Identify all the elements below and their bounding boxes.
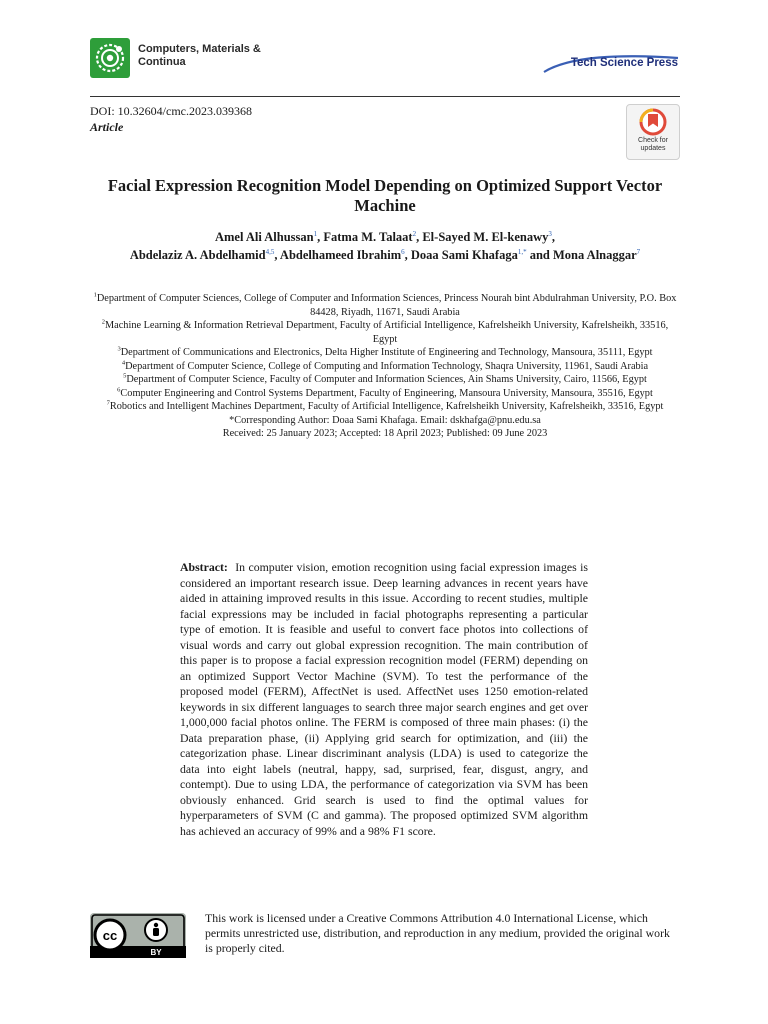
- license-statement: This work is licensed under a Creative Commons Attribution 4.0 International License, which permits unrestricted use, distribution, and reproduction in any medium, provided the original work is properly cited.: [205, 911, 670, 955]
- affiliations: [92, 292, 678, 441]
- affiliation-text: Department of Computer Sciences, College of Computer and Information Sciences, Princess Nourah bint Abdulrahman University, P.O. Box 84428, Riyadh, 11671, Saudi Arabia: [96, 293, 677, 318]
- author-name: El-Sayed M. El-kenawy: [422, 230, 549, 244]
- author-affiliation-mark[interactable]: 2: [412, 229, 417, 238]
- svg-text:cc: cc: [102, 928, 118, 943]
- cc-icon: [95, 920, 125, 950]
- affiliation-item: [92, 387, 678, 401]
- affiliation-number: 6: [117, 386, 121, 394]
- affiliation-text: Computer Engineering and Control Systems Department, Faculty of Engineering, Mansoura University, Mansoura, 35516, Egypt: [120, 387, 653, 399]
- author-affiliation-mark[interactable]: 4,5: [265, 247, 275, 256]
- journal-header: [90, 38, 680, 96]
- check-for-updates-label: Check for updates: [638, 137, 668, 152]
- affiliation-item: [92, 346, 678, 360]
- author-list: Amel Ali Alhussan$^1$, Fatma M. Talaat$^2$, El-Sayed M. El-kenawy$^3$, Abdelaziz A. Abdelhamid$^{4,5}$, Abdelhameed Ibrahim$^6$, Doaa Sami Khafaga$^{1,*}$ and Mona Alnaggar$^7$: [129, 229, 641, 262]
- affiliation-item: [92, 319, 678, 346]
- affiliation-text: Department of Communications and Electronics, Delta Higher Institute of Engineering and Technology, Mansoura, 35111, Egypt: [120, 347, 653, 358]
- cc-by-license-badge[interactable]: [90, 913, 186, 958]
- person-icon: [145, 919, 167, 941]
- author-separator: ,: [317, 230, 324, 244]
- author-name: Abdelhameed Ibrahim: [279, 248, 402, 262]
- author-affiliation-mark[interactable]: 1: [313, 229, 318, 238]
- publication-dates: Received: 25 January 2023; Accepted: 18 April 2023; Published: 09 June 2023: [222, 428, 548, 439]
- affiliation-text: Department of Computer Science, College of Computing and Information Technology, Shaqra University, 11961, Saudi Arabia: [125, 360, 649, 372]
- publisher-logo: [540, 52, 680, 76]
- affiliation-text: Robotics and Intelligent Machines Department, Faculty of Artificial Intelligence, Kafrelsheikh University, Kafrelsheikh, 33516, Egypt: [109, 401, 664, 412]
- header-divider: [90, 96, 680, 97]
- author-name: Amel Ali Alhussan: [214, 230, 314, 244]
- corresponding-author: *Corresponding Author: Doaa Sami Khafaga. Email: dskhafga@pnu.edu.sa: [229, 414, 541, 426]
- author-name: Mona Alnaggar: [552, 248, 637, 262]
- by-label: BY: [150, 948, 162, 957]
- author-affiliation-mark[interactable]: 7: [636, 247, 641, 256]
- abstract-text: In computer vision, emotion recognition using facial expression images is considered an important research issue. Deep learning advances in recent years have aided in attaining improved results in this issue. According to recent studies, multiple facial expressions may be included in facial photographs representing a particular type of emotion. It is feasible and useful to convert face photos into collections of visual words and carry out global expression recognition. The main contribution of this paper is to propose a facial expression recognition model (FERM) depending on an optimized Support Vector Machine (SVM). To test the performance of the proposed model (FERM), AffectNet is used. AffectNet uses 1250 emotion-related keywords in six different languages to search three major search engines and get over 1,000,000 facial photos online. The FERM is composed of three main phases: (i) the Data preparation phase, (ii) Applying grid search for optimization, and (iii) the categorization phase. Linear discriminant analysis (LDA) is used to categorize the data into eight labels (neutral, happy, sad, surprised, fear, disgust, angry, and contempt). Due to using LDA, the performance of categorization via SVM has been obviously enhanced. Grid search is used to find the optimal values for hyperparameters of SVM (C and gamma). The proposed optimized SVM algorithm has achieved an accuracy of 99% and a 98% F1 score.: [180, 560, 589, 838]
- affiliation-number: 2: [101, 318, 106, 326]
- affiliation-number: 1: [93, 291, 97, 299]
- author-separator: ,: [416, 230, 423, 244]
- affiliation-item: [92, 292, 678, 319]
- abstract-label: Abstract:: [180, 560, 228, 574]
- author-affiliation-mark[interactable]: 1,*: [517, 247, 527, 256]
- article-type: Article: [90, 120, 124, 134]
- bookmark-icon: [627, 105, 679, 139]
- affiliation-item: [92, 373, 678, 387]
- publisher-name: Tech Science Press: [570, 57, 678, 69]
- author-affiliation-mark[interactable]: 3: [548, 229, 552, 238]
- author-name: Abdelaziz A. Abdelhamid: [129, 248, 266, 262]
- gear-seal-icon: [90, 38, 130, 78]
- affiliation-item: [92, 400, 678, 414]
- abstract: [180, 560, 588, 839]
- affiliation-number: 7: [106, 399, 110, 407]
- author-separator: ,: [404, 248, 411, 262]
- affiliation-number: 4: [121, 359, 126, 367]
- affiliation-item: [92, 360, 678, 374]
- affiliation-text: Department of Computer Science, Faculty of Computer and Information Sciences, Ain Shams University, Cairo, 11566, Egypt: [126, 374, 647, 385]
- doi[interactable]: DOI: 10.32604/cmc.2023.039368: [90, 104, 252, 118]
- affiliation-number: 5: [123, 372, 127, 380]
- paper-title: Facial Expression Recognition Model Depending on Optimized Support Vector Machine: [107, 176, 663, 215]
- journal-name: Computers, Materials & Continua: [138, 43, 261, 68]
- affiliation-number: 3: [117, 345, 121, 353]
- author-affiliation-mark[interactable]: 6: [401, 247, 405, 256]
- author-name: Doaa Sami Khafaga: [410, 248, 518, 262]
- author-name: Fatma M. Talaat: [323, 230, 413, 244]
- affiliation-text: Machine Learning & Information Retrieval Department, Faculty of Artificial Intelligence, Kafrelsheikh University, Kafrelsheikh, 33516, Egypt: [105, 320, 669, 345]
- check-for-updates-button[interactable]: [626, 104, 680, 160]
- author-separator: ,: [274, 248, 280, 262]
- author-separator: and: [526, 248, 553, 262]
